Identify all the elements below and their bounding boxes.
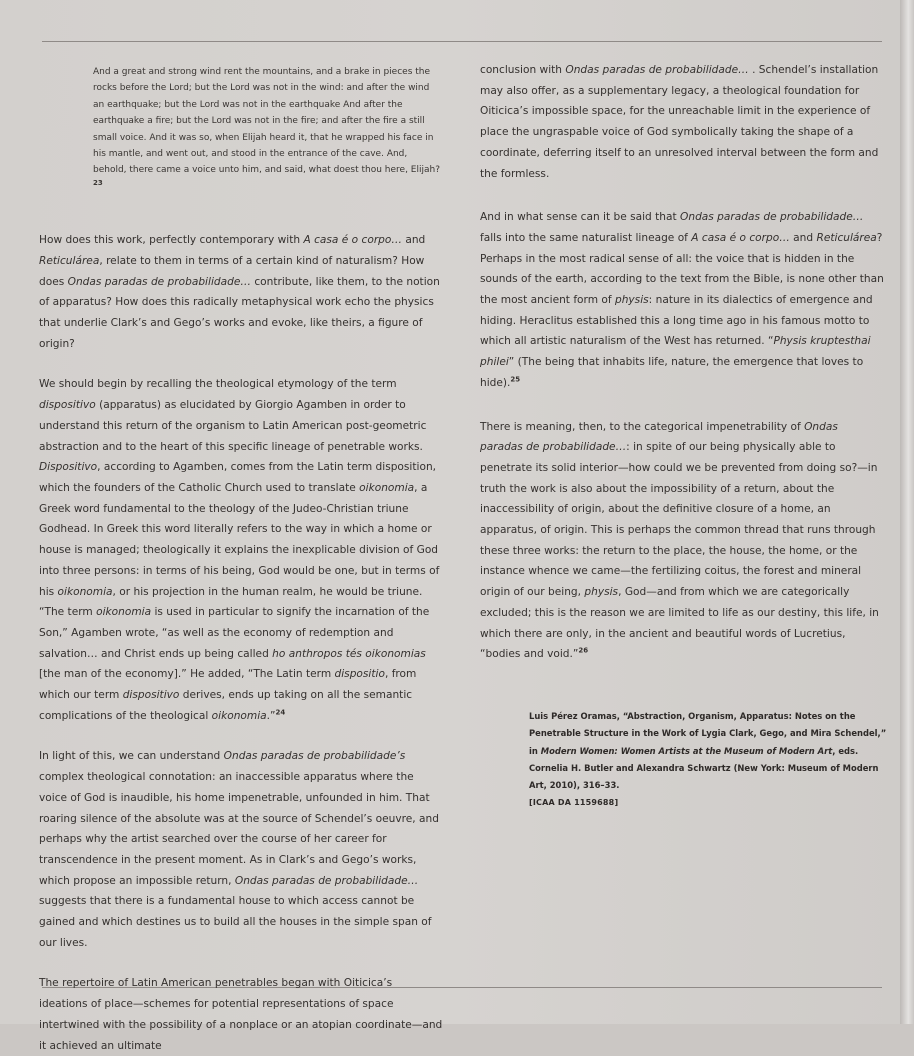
right-paragraph-1: conclusion with Ondas paradas de probabilidade… . Schendel’s installation may also offer, as a supplementary legacy, a theological foundation for Oiticica’s impossible space, for the unreachable limit in the experience of place the ungraspable voice of God symbolically taking the shape of a coordinate, deferring itself to an unresolved interval between the form and the formless. — [480, 64, 879, 180]
footnote-24: 24 — [275, 708, 286, 717]
right-column — [480, 60, 887, 812]
epigraph-quote: And a great and strong wind rent the mountains, and a brake in pieces the rocks before the Lord; but the Lord was not in the wind: and after the wind an earthquake; but the Lord was not in the earthquake And after the earthquake a fire; but the Lord was not in the fire; and after the fire a still small voice. And it was so, when Elijah heard it, that he wrapped his face in his mantle, and went out, and stood in the entrance of the cave. And, behold, there came a voice unto him, and said, what doest thou here, Elijah?$^{23}$ — [93, 67, 440, 187]
page-edge — [900, 0, 914, 1024]
archive-id: [ICAA DA 1159688] — [529, 798, 619, 808]
footnote-23: 23 — [93, 178, 103, 187]
right-paragraph-2: And in what sense can it be said that Ondas paradas de probabilidade… falls into the same naturalist lineage of A casa é o corpo… and Reticulárea? Perhaps in the most radical sense of all: the voice that is hidden in the sounds of the earth, according to the text from the Bible, is none other than the most ancient form of physis: nature in its dialectics of emergence and hiding. Heraclitus established this a long time ago in his famous motto to which all artistic naturalism of the West has returned. “Physis kruptesthai philei” (The being that inhabits life, nature, the emergence that loves to hide).$^{25}$ — [480, 211, 884, 389]
paragraph-4: The repertoire of Latin American penetrables began with Oiticica’s ideations of place—schemes for potential representations of space intertwined with the possibility of a nonplace or an atopian coordinate—and it achieved an ultimate — [39, 977, 443, 1052]
paragraph-3: In light of this, we can understand Ondas paradas de probabilidade’s complex theological connotation: an inaccessible apparatus where the voice of God is inaudible, his home impenetrable, unfounded in him. That roaring silence of the absolute was at the source of Schendel’s oeuvre, and perhaps why the artist searched over the course of her career for transcendence in the present moment. As in Clark’s and Gego’s works, which propose an impossible return, Ondas paradas de probabilidade… suggests that there is a fundamental house to which access cannot be gained and which destines us to build all the houses in the simple span of our lives. — [39, 750, 439, 949]
right-paragraph-3: There is meaning, then, to the categorical impenetrability of Ondas paradas de probabilidade…: in spite of our being physically able to penetrate its solid interior—how could we be prevented from doing so?—in truth the work is also about the impossibility of a return, about the inaccessibility of origin, about the definitive closure of a home, an apparatus, of origin. This is perhaps the common thread that runs through these three works: the return to the place, the house, the home, or the instance whence we came—the fertilizing coitus, the forest and mineral origin of our being, physis, God—and from which we are categorically excluded; this is the reason we are limited to life as our destiny, this life, in which there are only, in the ancient and beautiful words of Lucretius, “bodies and void.”$^{26}$ — [480, 420, 879, 661]
footnote-25: 25 — [510, 375, 521, 384]
left-column — [39, 64, 443, 1056]
footnote-26: 26 — [578, 646, 589, 655]
top-rule — [42, 41, 882, 42]
paragraph-2: We should begin by recalling the theological etymology of the term dispositivo (apparatus) as elucidated by Giorgio Agamben in order to understand this return of the organism to Latin American post-geometric abstraction and to the heart of this specific lineage of penetrable works. Dispositivo, according to Agamben, comes from the Latin term disposition, which the founders of the Catholic Church used to translate oikonomia, a Greek word fundamental to the theology of the Judeo-Christian triune Godhead. In Greek this word literally refers to the way in which a home or house is managed; theologically it explains the inexplicable division of God into three persons: in terms of his being, God would be one, but in terms of his oikonomia, or his projection in the human realm, he would be triune. “The term oikonomia is used in particular to signify the incarnation of the Son,” Agamben wrote, “as well as the economy of redemption and salvation… and Christ ends up being called ho anthropos tés oikonomias [the man of the economy].” He added, “The Latin term dispositio, from which our term dispositivo derives, ends up taking on all the semantic complications of the theological oikonomia.”$^{24}$ — [39, 378, 440, 722]
paragraph-1: How does this work, perfectly contemporary with A casa é o corpo… and Reticulárea, relate to them in terms of a certain kind of naturalism? How does Ondas paradas de probabilidade… contribute, like them, to the notion of apparatus? How does this radically metaphysical work echo the physics that underlie Clark’s and Gego’s works and evoke, like theirs, a figure of origin? — [39, 234, 440, 350]
source-citation: Luis Pérez Oramas, “Abstraction, Organism, Apparatus: Notes on the Penetrable Structure in the Work of Lygia Clark, Gego, and Mira Schendel,” in Modern Women: Women Artists at the Museum of Modern Art, eds. Cornelia H. Butler and Alexandra Schwartz (New York: Museum of Modern Art, 2010), 316–33. [ICAA DA 1159688] — [529, 710, 887, 808]
